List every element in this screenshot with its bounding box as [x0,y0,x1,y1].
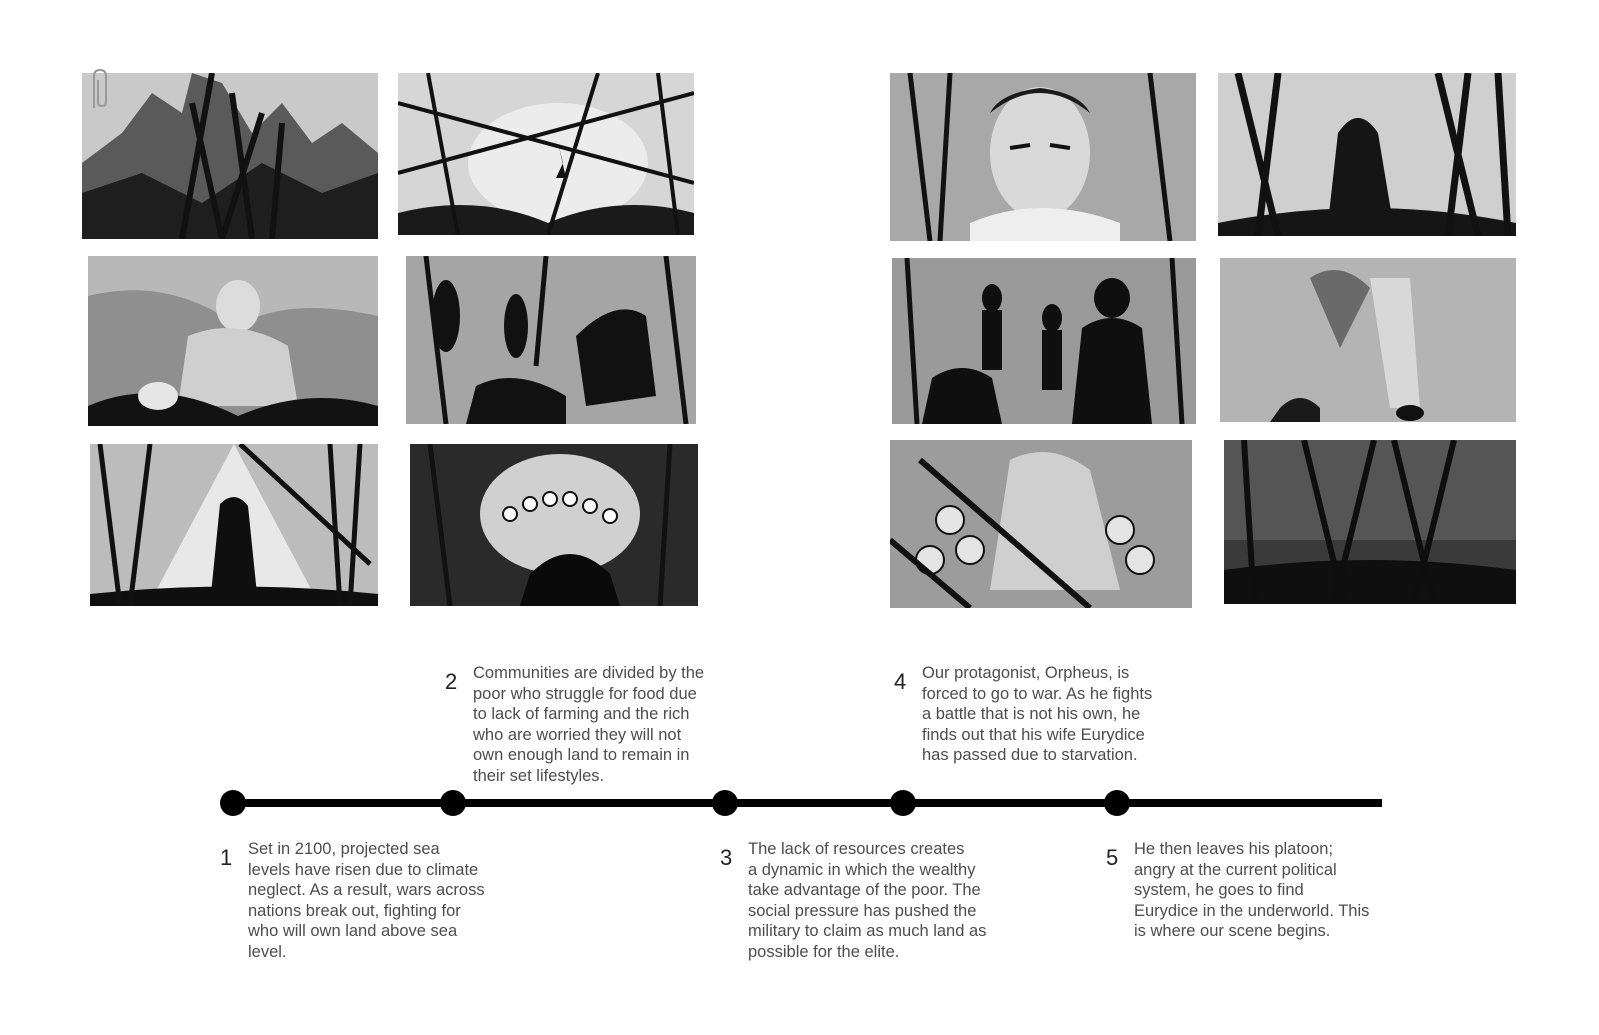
timeline-dot-3 [712,790,738,816]
event-number: 5 [1106,845,1119,870]
event-description: Set in 2100, projected sea levels have risen due to climate neglect. As a result, wars across nations break out, fighting for who will own land above sea level. [248,840,485,961]
timeline-dot-2 [440,790,466,816]
timeline-event-5 [1106,839,1396,949]
storyboard-panel-6 [410,444,698,606]
storyboard-panel-2 [398,73,694,235]
storyboard-panel-3 [88,256,378,426]
storyboard-panel-9 [892,258,1196,424]
event-number: 3 [720,845,733,870]
timeline-event-4 [894,663,1174,773]
storyboard-panel-4 [406,256,696,424]
timeline-dot-5 [1104,790,1130,816]
timeline-event-2 [445,663,725,793]
event-description: He then leaves his platoon; angry at the current political system, he goes to find Eurydice in the underworld. This is where our scene begins. [1134,840,1370,940]
event-description: The lack of resources creates a dynamic in which the wealthy take advantage of the poor. The social pressure has pushed the military to claim as much land as possible for the elite. [748,840,987,961]
event-description: Communities are divided by the poor who struggle for food due to lack of farming and the rich who are worried they will not own enough land to remain in their set lifestyles. [473,664,705,785]
event-description: Our protagonist, Orpheus, is forced to go to war. As he fights a battle that is not his own, he finds out that his wife Eurydice has passed due to starvation. [922,664,1153,764]
timeline-event-3 [720,839,1000,969]
paperclip-icon [86,68,114,110]
storyboard-panel-10 [1220,258,1516,422]
storyboard-panel-7 [890,73,1196,241]
timeline-dot-4 [890,790,916,816]
storyboard-panel-5 [90,444,378,606]
timeline-dot-1 [220,790,246,816]
storyboard-panel-12 [1224,440,1516,604]
storyboard-panel-1 [82,73,378,239]
timeline-line [232,799,1382,807]
event-number: 4 [894,669,907,694]
event-number: 1 [220,845,233,870]
event-number: 2 [445,669,458,694]
storyboard-panel-11 [890,440,1192,608]
storyboard-panel-8 [1218,73,1516,236]
timeline-event-1 [220,839,500,969]
